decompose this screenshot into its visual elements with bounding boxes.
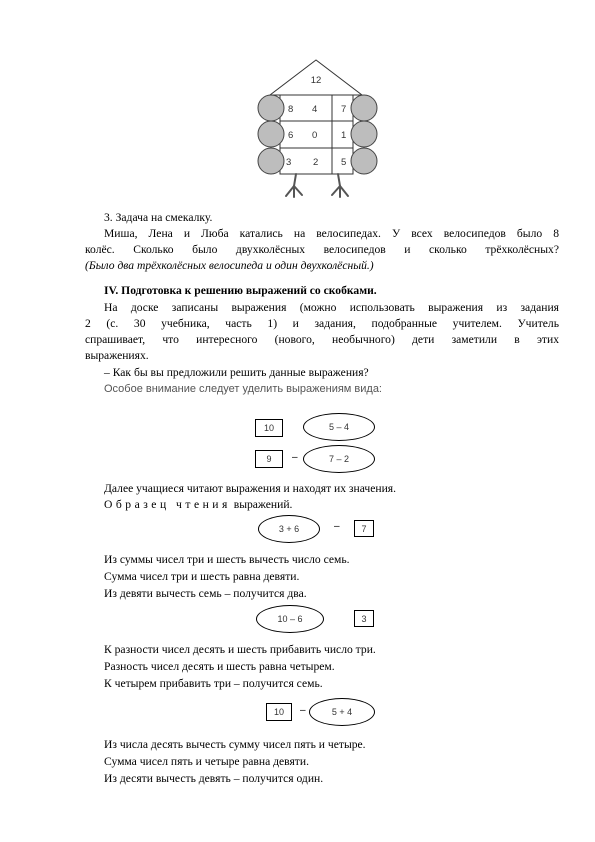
- cell-r2-c: 1: [341, 130, 347, 141]
- expr2-minus: –: [292, 452, 298, 463]
- log-left-3: [258, 148, 284, 174]
- cell-r3-c: 5: [341, 157, 347, 168]
- expl4-line1: К разности чисел десять и шесть прибавить число три.: [104, 643, 376, 656]
- log-right-3: [351, 148, 377, 174]
- chicken-leg-right-icon: [332, 174, 348, 197]
- section4-note: Особое внимание следует уделить выражениям вида:: [104, 383, 382, 395]
- expr3-oval: 3 + 6: [258, 515, 320, 543]
- expl3-line1: Из суммы чисел три и шесть вычесть число семь.: [104, 553, 350, 566]
- section4-title: IV. Подготовка к решению выражений со скобками.: [104, 284, 377, 297]
- section4-p-line1: На доске записаны выражения (можно использовать выражения из задания: [104, 301, 559, 314]
- cell-r3-a: 3: [286, 157, 292, 168]
- log-left-1: [258, 95, 284, 121]
- expl5-line1: Из числа десять вычесть сумму чисел пять и четыре.: [104, 738, 366, 751]
- expr3-minus: –: [334, 521, 340, 532]
- expl5-line2: Сумма чисел пять и четыре равна девяти.: [104, 755, 309, 768]
- task3-text-line2: колёс. Сколько было двухколёсных велосипедов и сколько трёхколёсных?: [85, 243, 559, 256]
- task3-title: 3. Задача на смекалку.: [104, 211, 213, 224]
- log-right-1: [351, 95, 377, 121]
- expl4-line3: К четырем прибавить три – получится семь.: [104, 677, 323, 690]
- section4-p-line4: выражениях.: [85, 349, 149, 362]
- cell-r1-a: 8: [288, 104, 294, 115]
- log-right-2: [351, 121, 377, 147]
- log-left-2: [258, 121, 284, 147]
- expr5-minus: –: [300, 705, 306, 716]
- roof-number: 12: [310, 75, 322, 86]
- house-figure: [250, 58, 385, 200]
- reading-line1: Далее учащиеся читают выражения и находят их значения.: [104, 482, 397, 495]
- task3-answer: (Было два трёхколёсных велосипеда и один двухколёсный.): [85, 259, 374, 272]
- expl4-line2: Разность чисел десять и шесть равна четырем.: [104, 660, 335, 673]
- expr1-oval: 5 – 4: [303, 413, 375, 441]
- section4-p-line3: спрашивает, что интересного (нового, необычного) дети заметили в этих: [85, 333, 559, 346]
- expr2-oval: 7 – 2: [303, 445, 375, 473]
- expr5-oval: 5 + 4: [309, 698, 375, 726]
- expr4-box: 3: [354, 610, 374, 627]
- task3-text-line1: Миша, Лена и Люба катались на велосипедах. У всех велосипедов было 8: [104, 227, 559, 240]
- reading-sample: [104, 497, 292, 513]
- section4-question: – Как бы вы предложили решить данные выражения?: [104, 366, 369, 379]
- expr4-oval: 10 – 6: [256, 605, 324, 633]
- cell-r1-c: 7: [341, 104, 347, 115]
- cell-r1-b: 4: [312, 104, 318, 115]
- expr2-box: 9: [255, 450, 283, 468]
- expr3-box: 7: [354, 520, 374, 537]
- cell-r2-b: 0: [312, 130, 318, 141]
- expr5-box: 10: [266, 703, 292, 721]
- reading-sample-label: Образец чтения: [104, 498, 231, 511]
- chicken-leg-left-icon: [286, 174, 302, 197]
- expl5-line3: Из десяти вычесть девять – получится один.: [104, 772, 324, 785]
- expl3-line2: Сумма чисел три и шесть равна девяти.: [104, 570, 300, 583]
- section4-p-line2: 2 (с. 30 учебника, часть 1) и задания, подобранные учителем. Учитель: [85, 317, 559, 330]
- expr1-box: 10: [255, 419, 283, 437]
- reading-sample-rest: выражений.: [230, 498, 293, 511]
- cell-r3-b: 2: [313, 157, 319, 168]
- expl3-line3: Из девяти вычесть семь – получится два.: [104, 587, 307, 600]
- cell-r2-a: 6: [288, 130, 294, 141]
